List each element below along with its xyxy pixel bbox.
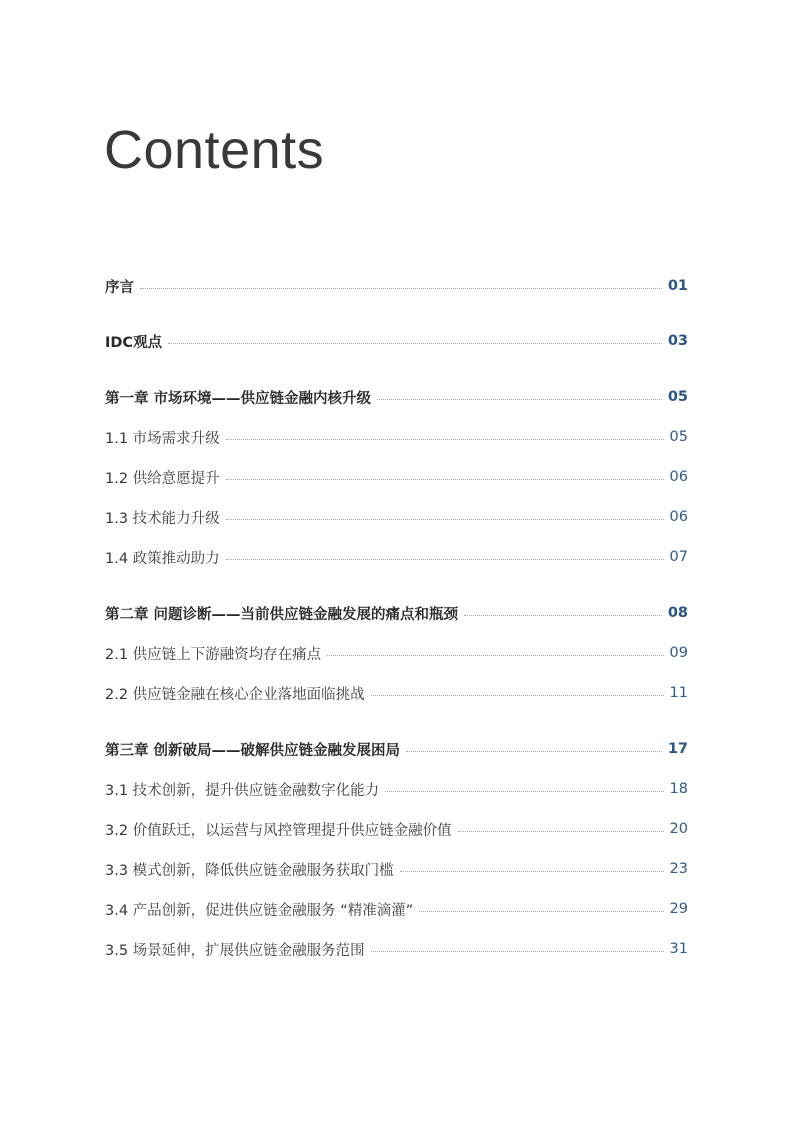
dot-leader	[385, 791, 663, 792]
toc-entry-3-3[interactable]	[105, 857, 688, 881]
toc-entry-page: 17	[667, 741, 688, 757]
dot-leader	[168, 343, 662, 344]
toc-entry-label: 1.3 技术能力升级	[105, 510, 220, 527]
toc-entry-label: 2.1 供应链上下游融资均存在痛点	[105, 646, 322, 663]
toc-entry-label: 第三章 创新破局——破解供应链金融发展困局	[105, 742, 401, 759]
dot-leader	[406, 751, 662, 752]
toc-entry-page: 20	[669, 821, 688, 837]
toc-entry-page: 05	[667, 389, 688, 405]
toc-entry-label: 1.1 市场需求升级	[105, 430, 220, 447]
toc-entry-1-4[interactable]	[105, 545, 688, 569]
dot-leader	[458, 831, 664, 832]
toc-entry-page: 03	[667, 333, 688, 349]
dot-leader	[226, 439, 664, 440]
toc-entry-page: 09	[669, 645, 688, 661]
toc-entry-label: 3.2 价值跃迁，以运营与风控管理提升供应链金融价值	[105, 822, 452, 839]
toc-entry-page: 01	[667, 278, 688, 294]
toc-entry-3-4[interactable]	[105, 897, 688, 921]
toc-entry-page: 23	[669, 861, 688, 877]
dot-leader	[400, 871, 664, 872]
toc-entry-3-5[interactable]	[105, 937, 688, 961]
toc-entry-3-2[interactable]	[105, 817, 688, 841]
toc-entry-chapter-1[interactable]	[105, 385, 688, 409]
toc-entry-chapter-2[interactable]	[105, 601, 688, 625]
dot-leader	[377, 399, 662, 400]
toc-entry-label: 3.1 技术创新，提升供应链金融数字化能力	[105, 782, 380, 799]
dot-leader	[327, 655, 663, 656]
toc-entry-page: 18	[669, 781, 688, 797]
toc-entry-page: 06	[669, 509, 688, 525]
toc-entry-2-2[interactable]	[105, 681, 688, 705]
toc-entry-label: 序言	[105, 279, 134, 296]
toc-entry-label: 1.4 政策推动助力	[105, 550, 220, 567]
toc-entry-label: 3.4 产品创新，促进供应链金融服务 “精准滴灌”	[105, 902, 414, 919]
page-title: Contents	[104, 120, 325, 180]
toc-entry-label: IDC观点	[105, 334, 163, 351]
toc-entry-preface[interactable]	[105, 274, 688, 298]
toc-entry-1-2[interactable]	[105, 465, 688, 489]
toc-entry-1-3[interactable]	[105, 505, 688, 529]
toc-entry-page: 11	[669, 685, 688, 701]
toc-entry-page: 08	[667, 605, 688, 621]
toc-entry-label: 3.3 模式创新，降低供应链金融服务获取门槛	[105, 862, 394, 879]
dot-leader	[464, 615, 662, 616]
toc-entry-label: 1.2 供给意愿提升	[105, 470, 220, 487]
dot-leader	[371, 951, 664, 952]
toc-entry-chapter-3[interactable]	[105, 737, 688, 761]
toc-entry-page: 05	[669, 429, 688, 445]
toc-entry-3-1[interactable]	[105, 777, 688, 801]
dot-leader	[419, 911, 663, 912]
dot-leader	[371, 695, 664, 696]
dot-leader	[226, 559, 664, 560]
toc-entry-label: 第二章 问题诊断——当前供应链金融发展的痛点和瓶颈	[105, 606, 459, 623]
toc-entry-page: 31	[669, 941, 688, 957]
dot-leader	[140, 288, 662, 289]
toc-entry-2-1[interactable]	[105, 641, 688, 665]
toc-entry-label: 3.5 场景延伸，扩展供应链金融服务范围	[105, 942, 365, 959]
toc-entry-idc-view[interactable]	[105, 329, 688, 353]
toc-entry-label: 2.2 供应链金融在核心企业落地面临挑战	[105, 686, 365, 703]
toc-entry-label: 第一章 市场环境——供应链金融内核升级	[105, 390, 372, 407]
toc-entry-page: 29	[669, 901, 688, 917]
toc-entry-1-1[interactable]	[105, 425, 688, 449]
dot-leader	[226, 519, 664, 520]
dot-leader	[226, 479, 664, 480]
toc-entry-page: 07	[669, 549, 688, 565]
toc-entry-page: 06	[669, 469, 688, 485]
